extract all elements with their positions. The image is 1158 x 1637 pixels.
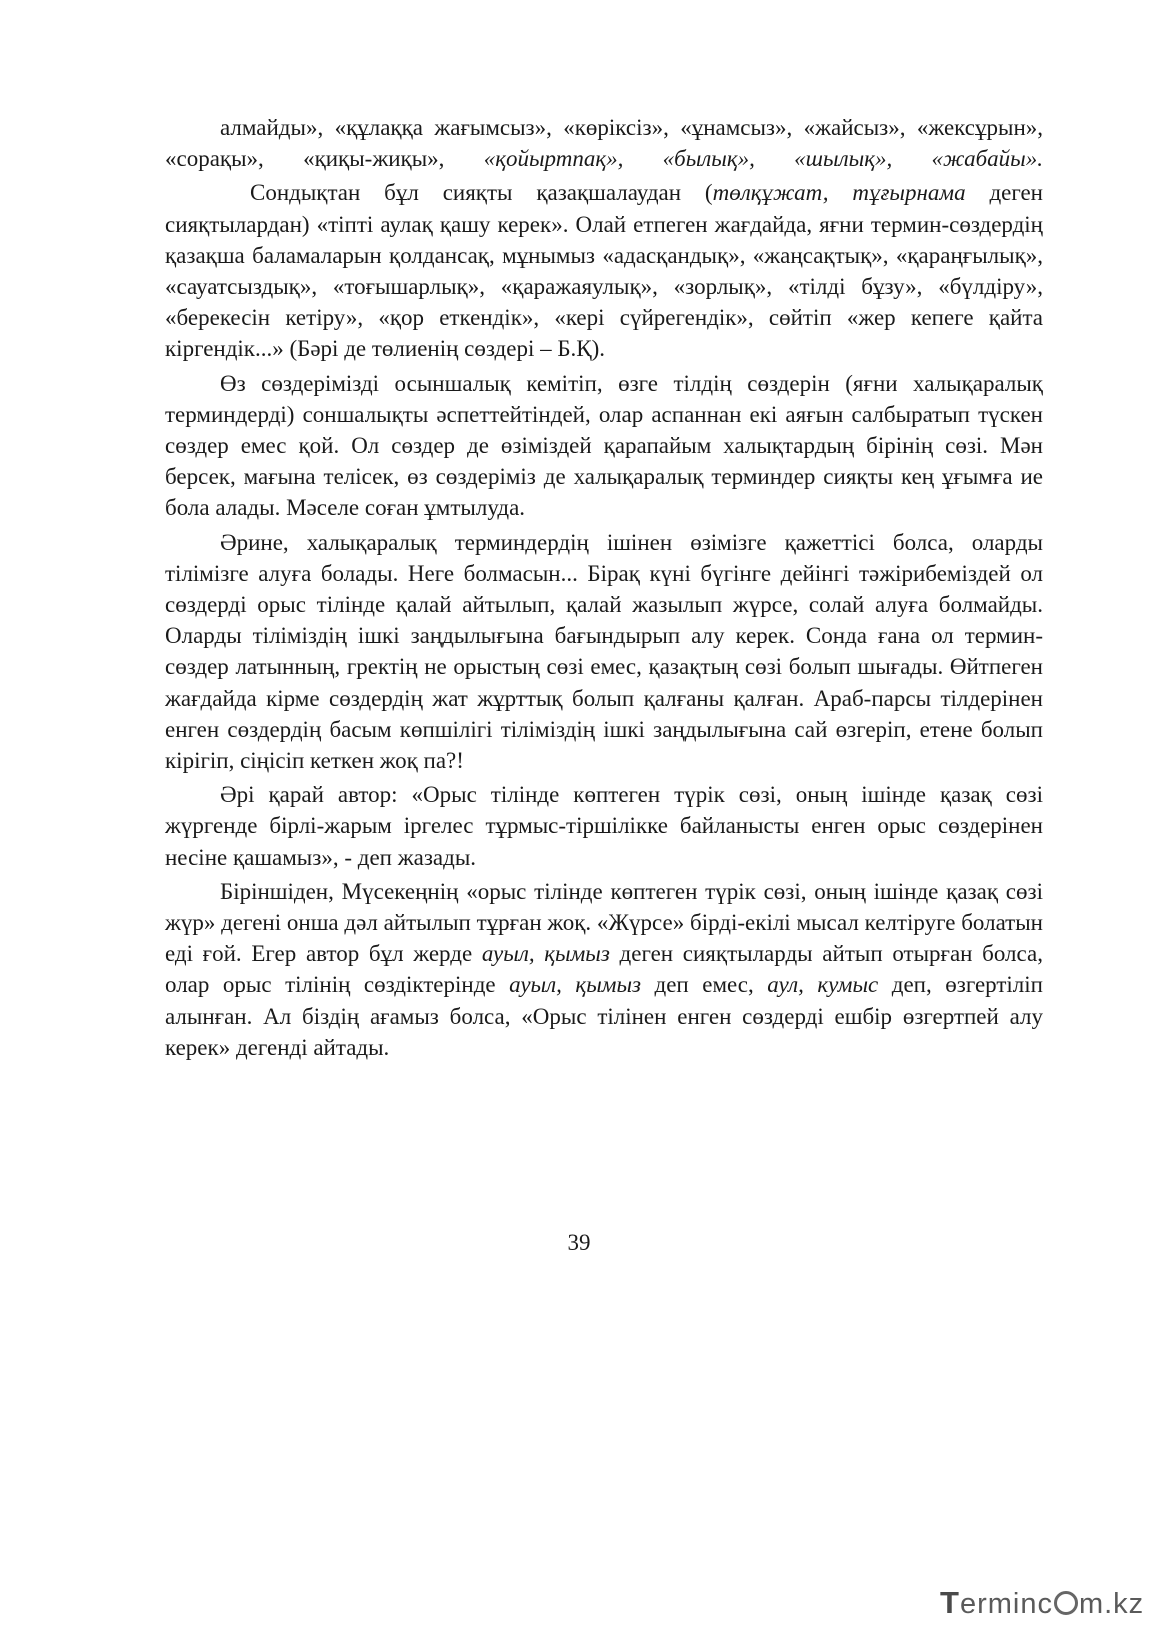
watermark-text-end: m.kz [1078, 1588, 1145, 1620]
terminkom-watermark-logo [940, 1585, 1144, 1625]
paragraph-1 [165, 112, 1043, 174]
text-segment: Әрі қарай автор: «Орыс тілінде көптеген түрік сөзі, оның ішінде қазақ сөзі жүргенде бірлі-жарым іргелес тұрмыс-тіршілікке байланысты енген орыс сөздерінен несіне қашамыз», - деп жазады. [165, 782, 1043, 870]
italic-segment: ауыл, қымыз [509, 972, 641, 998]
text-segment: деген сияқтылардан) «тіпті аулақ қашу керек». Олай етпеген жағдайда, яғни термин-сөздердің қазақша баламаларын қолдансақ, мұнымыз «адасқандық», «жаңсақтық», «қараңғылық», «сауатсыздық», «тоғышарлық», «қаражаяулық», «зорлық», «тілді бұзу», «бүлдіру», «берекесін кетіру», «қор еткендік», «кері сүйрегендік», сөйтіп «жер кепеге қайта кіргендік...» (Бәрі де төлиенің сөздері – Б.Қ). [165, 180, 1043, 362]
paragraph-4 [165, 527, 1043, 777]
text-segment: Әрине, халықаралық терминдердің ішінен өзімізге қажеттісі болса, оларды тілімізге алуға болады. Неге болмасын... Бірақ күні бүгінге дейінгі тәжірибеміздей ол сөздерді орыс тілінде қалай айтылып, қалай жазылып жүрсе, солай алуға болмайды. Оларды тіліміздің ішкі заңдылығына бағындырып алу керек. Сонда ғана ол термин-сөздер латынның, гректің не орыстың сөзі емес, қазақтың сөзі болып шығады. Өйтпеген жағдайда кірме сөздердің жат жұрттық болып қалғаны қалған. Араб-парсы тілдерінен енген сөздердің басым көпшілігі тіліміздің ішкі заңдылығына сай өзгеріп, етене болып кірігіп, сіңісіп кеткен жоқ па?! [165, 529, 1043, 774]
text-segment: Сондықтан бұл сияқты қазақшалаудан ( [250, 180, 713, 206]
text-segment: деген сияқтыларды айтып отырған болса, олар орыс тілінің сөздіктерінде [165, 941, 1043, 998]
paragraph-3 [165, 368, 1043, 524]
text-segment: Біріншіден, Мүсекеңнің «орыс тілінде көптеген түрік сөзі, оның ішінде қазақ сөзі жүр» дегені онша дәл айтылып тұрған жоқ. «Жүрсе» бірді-екілі мысал келтіруге болатын еді ғой. Егер автор бұл жерде [165, 878, 1043, 967]
text-segment: Өз сөздерімізді осыншалық кемітіп, өзге тілдің сөздерін (яғни халықаралық терминдерді) соншалықты әспеттейтіндей, олар аспаннан екі аяғын салбыратып түскен сөздер емес қой. Ол сөздер де өзіміздей қарапайым халықтардың бірінің сөзі. Мән берсек, мағына телісек, өз сөздеріміз де халықаралық терминдер сияқты кең ұғымға ие бола алады. Мәселе соған ұмтылуда. [165, 370, 1043, 521]
page-number: 39 [567, 1230, 591, 1255]
body-text [165, 112, 1043, 1066]
text-segment: деп емес, [641, 972, 768, 998]
italic-segment: төлқұжат, тұғырнама [712, 180, 966, 206]
watermark-o-circle-icon [1054, 1591, 1078, 1615]
text-segment: деп, өзгертіліп алынған. Ал біздің ағамыз болса, «Орыс тілінен енген сөздерді ешбір өзгертпей алу керек» дегенді айтады. [165, 972, 1043, 1060]
italic-segment: «қойыртпақ», «былық», «шылық», «жабайы». [483, 146, 1043, 172]
italic-segment: ауыл, қымыз [481, 941, 610, 967]
italic-segment: аул, кумыс [767, 972, 879, 998]
watermark-t-letter: T [940, 1585, 960, 1620]
text-segment: алмайды», «құлаққа жағымсыз», «көріксіз», «ұнамсыз», «жайсыз», «жексұрын», «сорақы», «қиқы-жиқы», [165, 115, 1043, 172]
paragraph-5 [165, 779, 1043, 873]
paragraph-6 [165, 876, 1043, 1063]
paragraph-2 [165, 177, 1043, 364]
watermark-text-mid: erminc [959, 1588, 1053, 1620]
